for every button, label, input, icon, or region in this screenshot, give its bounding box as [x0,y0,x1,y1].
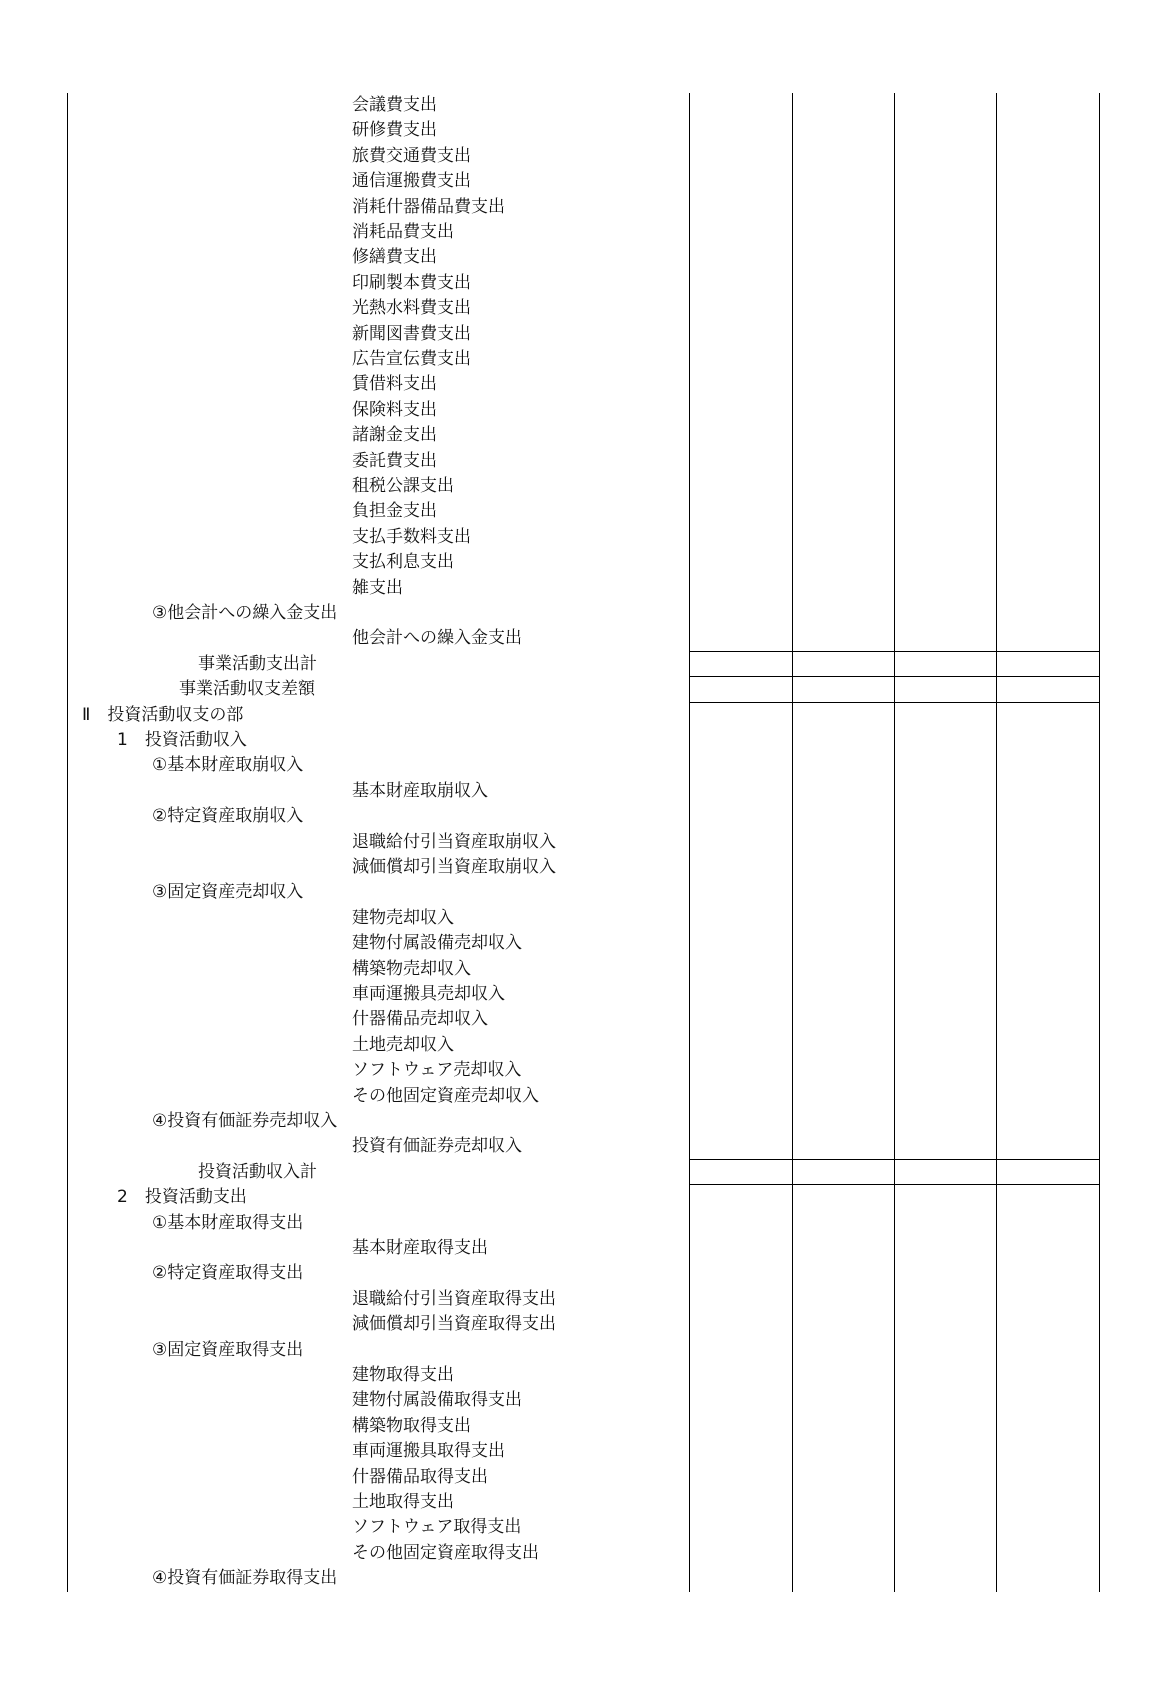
account-item: 広告宣伝費支出 [352,349,471,369]
account-item: 車両運搬具取得支出 [352,1441,505,1462]
account-item: 建物付属設備取得支出 [352,1390,522,1411]
account-item: 保険料支出 [352,399,437,420]
column-divider-4 [996,93,997,1592]
subcategory-heading: ③固定資産売却収入 [152,882,304,903]
account-item: その他固定資産売却収入 [352,1085,539,1106]
account-item: 支払利息支出 [352,552,454,573]
account-item: 会議費支出 [352,95,437,115]
section-heading: Ⅱ 投資活動収支の部 [82,704,244,725]
table-border-right [1099,93,1100,1592]
account-item: 基本財産取崩収入 [352,780,488,801]
account-item: 旅費交通費支出 [352,145,471,166]
account-item: 退職給付引当資産取崩収入 [352,831,556,852]
column-divider-2 [792,93,793,1592]
account-item: 構築物売却収入 [352,958,471,979]
account-item: ソフトウェア取得支出 [352,1517,522,1538]
account-item: 基本財産取得支出 [352,1238,488,1258]
account-item: 什器備品取得支出 [352,1466,488,1487]
account-item: 租税公課支出 [352,476,454,496]
account-item: 支払手数料支出 [352,526,471,547]
account-item: 消耗什器備品費支出 [352,196,505,217]
account-item: 土地取得支出 [352,1492,454,1512]
account-item: ソフトウェア売却収入 [352,1060,522,1081]
subtotal-rule [689,702,1100,703]
subtotal-rule [689,651,1100,652]
account-item: 退職給付引当資産取得支出 [352,1288,556,1309]
subcategory-heading: ①基本財産取得支出 [152,1212,304,1233]
column-divider-1 [689,93,690,1592]
account-item: 賃借料支出 [352,374,437,395]
account-item: 雑支出 [352,577,403,598]
account-item: 構築物取得支出 [352,1415,471,1436]
account-item: 消耗品費支出 [352,222,454,242]
subcategory-heading: ①基本財産取崩収入 [152,755,304,776]
subtotal-rule [689,1184,1100,1185]
account-item: 建物取得支出 [352,1365,454,1385]
category-heading: 2 投資活動支出 [117,1187,247,1208]
subcategory-heading: ③他会計への繰入金支出 [152,603,338,623]
account-item: 印刷製本費支出 [352,272,471,293]
account-item: 車両運搬具売却収入 [352,984,505,1004]
account-item: 研修費支出 [352,120,437,141]
subcategory-heading: ④投資有価証券売却収入 [152,1111,338,1131]
account-item: 土地売却収入 [352,1034,454,1055]
account-item: その他固定資産取得支出 [352,1542,539,1563]
account-item: 他会計への繰入金支出 [352,628,522,649]
account-item: 什器備品売却収入 [352,1009,488,1030]
subcategory-heading: ②特定資産取崩収入 [152,806,304,827]
account-item: 投資有価証券売却収入 [352,1136,522,1157]
subcategory-heading: ③固定資産取得支出 [152,1339,304,1360]
category-heading: 1 投資活動収入 [117,730,247,750]
subtotal-label: 事業活動収支差額 [179,679,315,700]
account-item: 修繕費支出 [352,247,437,268]
account-item: 減価償却引当資産取得支出 [352,1314,556,1335]
account-item: 建物売却収入 [352,907,454,928]
account-item: 負担金支出 [352,501,437,522]
subtotal-label: 事業活動支出計 [198,653,317,674]
account-item: 減価償却引当資産取崩収入 [352,857,556,877]
column-divider-3 [894,93,895,1592]
account-item: 新聞図書費支出 [352,323,471,344]
account-item: 光熱水料費支出 [352,298,471,319]
account-item: 委託費支出 [352,450,437,471]
account-item: 通信運搬費支出 [352,171,471,192]
account-item: 諸謝金支出 [352,425,437,446]
account-item: 建物付属設備売却収入 [352,933,522,954]
subcategory-heading: ④投資有価証券取得支出 [152,1568,338,1589]
subtotal-rule [689,1159,1100,1160]
table-border-left [67,93,68,1592]
subtotal-rule [689,676,1100,677]
subcategory-heading: ②特定資産取得支出 [152,1263,304,1284]
subtotal-label: 投資活動収入計 [198,1161,317,1182]
